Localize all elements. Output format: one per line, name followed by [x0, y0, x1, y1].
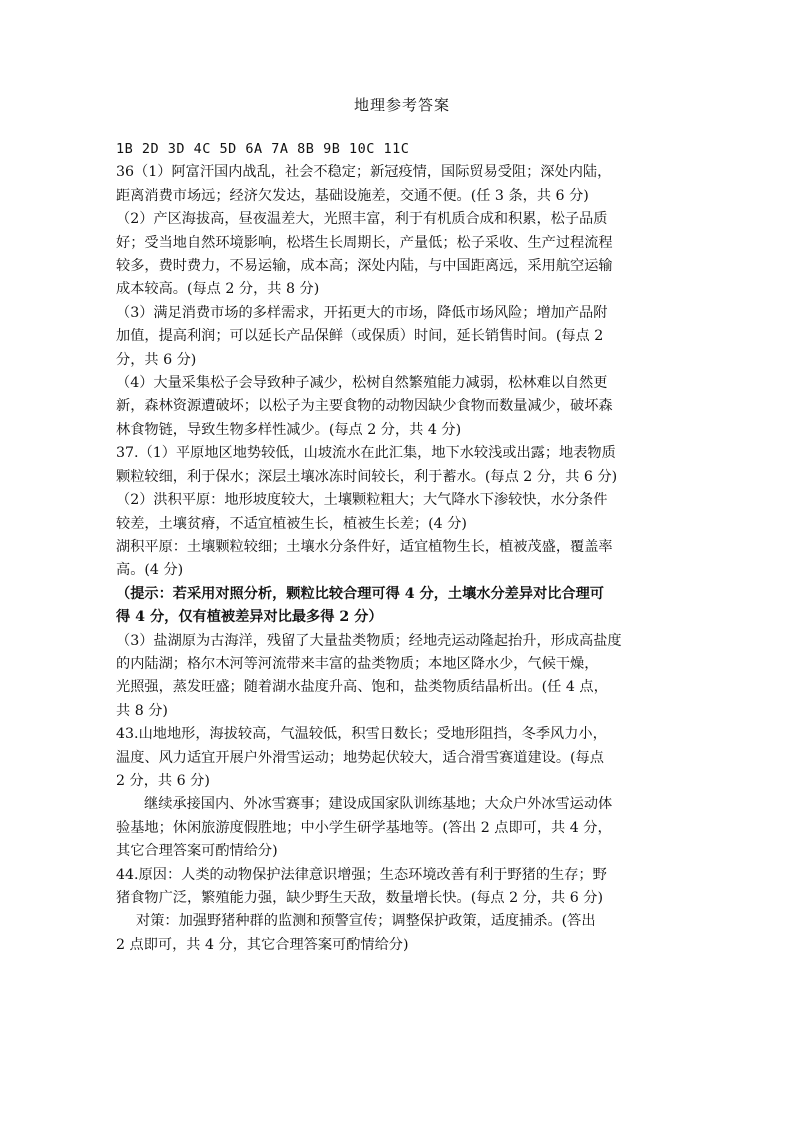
answer-line: （3）满足消费市场的多样需求，开拓更大的市场，降低市场风险；增加产品附 — [116, 304, 608, 321]
answer-line: 较多，费时费力，不易运输，成本高；深处内陆，与中国距离远，采用航空运输 — [116, 258, 613, 275]
answer-line: （3）盐湖原为古海洋，残留了大量盐类物质；经地壳运动隆起抬升，形成高盐度 — [116, 632, 622, 649]
answer-line: 43.山地地形，海拔较高，气温较低，积雪日数长；受地形阻挡，冬季风力小， — [116, 726, 607, 743]
answer-line: 较差，土壤贫瘠，不适宜植被生长，植被生长差；(4 分) — [116, 515, 467, 532]
answer-line: 的内陆湖；格尔木河等河流带来丰富的盐类物质；本地区降水少，气候干燥， — [116, 655, 599, 672]
answer-line: 其它合理答案可酌情给分) — [116, 843, 278, 860]
answer-line: 距离消费市场远；经济欠发达，基础设施差，交通不便。(任 3 条，共 6 分) — [116, 187, 589, 204]
answer-line: 对策：加强野猪种群的监测和预警宣传；调整保护政策，适度捕杀。(答出 — [136, 913, 596, 930]
answer-line: （2）洪积平原：地形坡度较大，土壤颗粒粗大；大气降水下渗较快，水分条件 — [116, 492, 608, 509]
answer-line: 得 4 分，仅有植被差异对比最多得 2 分） — [116, 609, 383, 626]
answer-line: 颗粒较细，利于保水；深层土壤冰冻时间较长，利于蓄水。(每点 2 分，共 6 分) — [116, 468, 618, 485]
answer-line: 温度、风力适宜开展户外滑雪运动；地势起伏较大，适合滑雪赛道建设。(每点 — [116, 749, 604, 766]
answer-line: 猪食物广泛，繁殖能力强，缺少野生天敌，数量增长快。(每点 2 分，共 6 分) — [116, 890, 603, 906]
answer-line: （2）产区海拔高，昼夜温差大，光照丰富，利于有机质合成和积累，松子品质 — [116, 211, 608, 228]
answer-line: 2 分，共 6 分) — [116, 772, 210, 789]
answer-body — [116, 138, 688, 957]
answer-line: 光照强，蒸发旺盛；随着湖水盐度升高、饱和，盐类物质结晶析出。(任 4 点， — [116, 679, 608, 696]
answer-line: 新，森林资源遭破坏；以松子为主要食物的动物因缺少食物而数量减少，破坏森 — [116, 398, 613, 415]
answer-line: 共 8 分) — [116, 702, 168, 719]
answer-line: 36（1）阿富汗国内战乱，社会不稳定；新冠疫情，国际贸易受阻；深处内陆， — [116, 164, 612, 181]
answer-line: 加值，提高利润；可以延长产品保鲜（或保质）时间，延长销售时间。(每点 2 — [116, 328, 604, 345]
answer-line: 成本较高。(每点 2 分，共 8 分) — [116, 281, 320, 298]
answer-document — [116, 94, 688, 957]
answer-line: 1B 2D 3D 4C 5D 6A 7A 8B 9B 10C 11C — [116, 141, 410, 157]
answer-line: 2 点即可，共 4 分，其它合理答案可酌情给分) — [116, 936, 409, 953]
answer-line: 高。(4 分) — [116, 562, 184, 579]
answer-line: 林食物链，导致生物多样性减少。(每点 2 分，共 4 分) — [116, 421, 462, 438]
answer-line: （提示：若采用对照分析，颗粒比较合理可得 4 分，土壤水分差异对比合理可 — [116, 585, 604, 602]
answer-line: 湖积平原：土壤颗粒较细；土壤水分条件好，适宜植物生长，植被茂盛，覆盖率 — [116, 538, 613, 555]
answer-line: 37.（1）平原地区地势较低，山坡流水在此汇集，地下水较浅或出露；地表物质 — [116, 445, 616, 462]
page-title: 地理参考答案 — [353, 96, 450, 114]
answer-line: （4）大量采集松子会导致种子减少，松树自然繁殖能力减弱，松林难以自然更 — [116, 375, 608, 392]
answer-line: 分，共 6 分) — [116, 351, 197, 368]
answer-line: 好；受当地自然环境影响，松塔生长周期长，产量低；松子采收、生产过程流程 — [116, 234, 613, 251]
answer-line: 验基地；休闲旅游度假胜地；中小学生研学基地等。(答出 2 点即可，共 4 分， — [116, 819, 612, 836]
answer-line: 44.原因：人类的动物保护法律意识增强；生态环境改善有利于野猪的生存；野 — [116, 866, 607, 883]
answer-line: 继续承接国内、外冰雪赛事；建设成国家队训练基地；大众户外冰雪运动体 — [144, 796, 613, 813]
